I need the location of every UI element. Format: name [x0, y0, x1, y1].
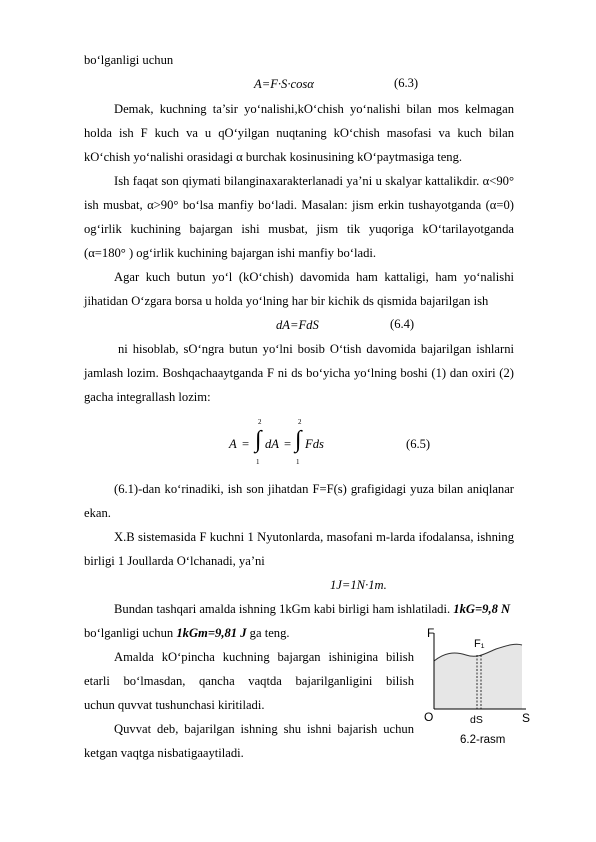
text-line: Ish faqat son qiymati bilanginaxarakterlanadi ya’ni u skalyar kattalikdir. α<90°	[114, 174, 514, 188]
text-segment: bo‘lganligi uchun	[84, 626, 174, 640]
label-origin: O	[424, 710, 434, 724]
text-line: jamlash lozim. Boshqachaaytganda F ni ds bo‘yicha yo‘lning boshi (1) dan oxiri (2)	[84, 366, 514, 380]
equation-6-6: 1J=1N·1m.	[330, 578, 387, 592]
text-line: ketgan vaqtga nisbatigaaytiladi.	[84, 746, 244, 760]
integral-sign-icon: ∫	[255, 427, 262, 453]
text-line: ni hisoblab, sO‘ngra butun yo‘lni bosib O‘tish davomida bajarilgan ishlarni	[118, 342, 514, 356]
text-line	[84, 625, 290, 641]
equation-number: (6.5)	[406, 437, 431, 451]
text-line: Agar kuch butun yo‘l (kO‘chish) davomida ham kattaligi, ham yo‘nalishi	[114, 270, 514, 284]
integrand-da: dA	[265, 437, 279, 451]
text-line: Demak, kuchning ta’sir yo‘nalishi,kO‘chish yo‘nalishi bilan mos kelmagan	[114, 102, 514, 116]
equation-number: (6.3)	[394, 76, 419, 90]
text-line: jihatidan O‘zgara borsa u holda yo‘lning har bir kichik ds qismida bajarilgan ish	[84, 294, 489, 308]
text-line: Amalda kO‘pincha kuchning bajargan ishinigina bilish	[114, 650, 414, 664]
text-line: (α=180° ) og‘irlik kuchining bajargan ishi manfiy bo‘ladi.	[84, 246, 377, 260]
equation-number: (6.4)	[390, 317, 415, 331]
text-line: Quvvat deb, bajarilgan ishning shu ishni bajarish uchun	[114, 722, 414, 736]
integral-lhs: A	[229, 437, 237, 451]
integral-upper: 2	[258, 418, 262, 426]
text-segment: ga teng.	[249, 626, 290, 640]
label-ds: dS	[470, 714, 483, 726]
text-line: kO‘chish yo‘nalishi orasidagi α burchak kosinusining kO‘paytmasiga teng.	[84, 150, 463, 164]
text-line: og‘irlik kuchining bajargan ishi musbat, jism tik yuqoriga kO‘tarilayotganda	[84, 222, 514, 236]
bold-formula: 1kGm=9,81 J	[176, 626, 247, 640]
label-s: S	[522, 711, 531, 725]
text-line: ekan.	[84, 506, 111, 520]
equals-sign: =	[284, 437, 292, 451]
equals-sign: =	[242, 437, 250, 451]
equation-6-4: dA=FdS	[276, 318, 319, 332]
text-line: bo‘lganligi uchun	[84, 53, 174, 67]
text-line: uchun quvvat tushunchasi kiritiladi.	[84, 698, 265, 712]
integral-upper: 2	[298, 418, 302, 426]
text-line	[114, 601, 514, 617]
text-line: ish musbat, α>90° bo‘lsa manfiy bo‘ladi. Masalan: jism erkin tushayotganda (α=0)	[84, 198, 514, 212]
equation-6-3: A=F·S·cosα	[254, 77, 314, 91]
figure-caption: 6.2-rasm	[460, 734, 506, 746]
text-line: gacha integrallash lozim:	[84, 390, 211, 404]
text-segment: (6.1)-dan ko‘rinadiki, ish son jihatdan F=F(s) grafigidagi yuza bilan aniqlanar	[114, 482, 514, 496]
bold-formula: 1kG=9,8 N	[453, 602, 511, 616]
integral-sign-icon: ∫	[295, 427, 302, 453]
integral-lower: 1	[296, 458, 300, 466]
label-f1: F₁	[474, 638, 485, 650]
label-f: F	[427, 626, 435, 640]
text-line: X.B sistemasida F kuchni 1 Nyutonlarda, masofani m-larda ifodalansa, ishning	[114, 530, 514, 544]
text-line	[114, 481, 514, 497]
text-segment: Bundan tashqari amalda ishning 1kGm kabi birligi ham ishlatiladi.	[114, 602, 451, 616]
text-line: etarli bo‘lmasdan, qancha vaqtda bajarilganligini bilish	[84, 674, 414, 688]
text-line: birligi 1 Joullarda O‘lchanadi, ya’ni	[84, 554, 265, 568]
text-line: holda ish F kuch va u qO‘yilgan nuqtaning kO‘chish masofasi va kuch bilan	[84, 126, 514, 140]
integral-lower: 1	[256, 458, 260, 466]
integrand-fds: Fds	[305, 437, 324, 451]
